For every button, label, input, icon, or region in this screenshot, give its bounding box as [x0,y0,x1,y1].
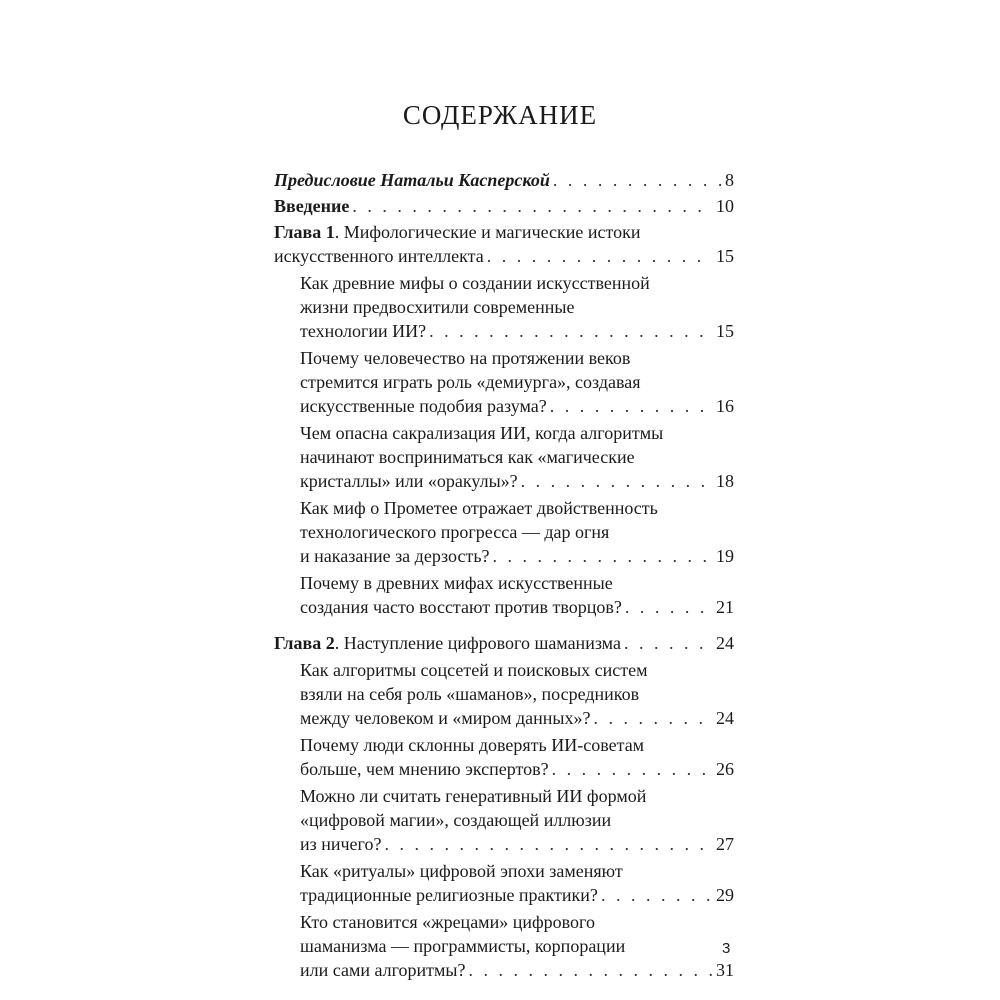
entry-page: 24 [716,708,734,728]
toc-entry-introduction [274,194,734,218]
dot-leader [550,394,713,418]
entry-line: Как «ритуалы» цифровой эпохи заменяют [300,861,623,881]
toc-subentry [274,571,734,619]
entry-line: Почему люди склонны доверять ИИ-советам [300,735,645,755]
entry-line: Можно ли считать генеративный ИИ формой [300,786,647,806]
entry-line: взяли на себя роль «шаманов», посредников [300,684,640,704]
entry-page: 15 [716,321,734,341]
dot-leader [493,544,713,568]
entry-line: стремится играть роль «демиурга», создавая [300,372,641,392]
entry-line: начинают восприниматься как «магические [300,447,635,467]
entry-line-last: создания часто восстают против творцов? [300,597,622,617]
entry-title: Введение [274,196,350,216]
toc-subentry [274,910,734,982]
entry-line-last: и наказание за дерзость? [300,546,490,566]
entry-page: 19 [716,546,734,566]
entry-line: Чем опасна сакрализация ИИ, когда алгоритмы [300,423,664,443]
chapter-label: Глава 2 [274,633,335,653]
toc-subentry [274,733,734,781]
entry-line: Как миф о Прометее отражает двойственность [300,498,658,518]
entry-page: 24 [716,633,734,653]
entry-page: 29 [716,885,734,905]
dot-leader [553,168,722,192]
entry-line-last: кристаллы» или «оракулы»? [300,471,518,491]
entry-page: 16 [716,396,734,416]
entry-line: жизни предвосхитили современные [300,297,575,317]
entry-line-last: или сами алгоритмы? [300,960,466,980]
page-title: СОДЕРЖАНИЕ [402,100,598,130]
entry-line-last: искусственного интеллекта [274,246,484,266]
entry-page: 15 [716,246,734,266]
entry-line: Как древние мифы о создании искусственной [300,273,650,293]
chapter-label: Глава 1 [274,222,335,242]
entry-page: 27 [716,834,734,854]
toc-subentry [274,496,734,568]
page-number: 3 [722,940,731,957]
dot-leader [429,319,713,343]
toc-subentry [274,346,734,418]
entry-page: 8 [725,170,734,190]
entry-line: Почему человечество на протяжении веков [300,348,631,368]
toc-subentry [274,271,734,343]
entry-title: Предисловие Натальи Касперской [274,170,550,190]
entry-line-last: искусственные подобия разума? [300,396,547,416]
dot-leader [487,244,713,268]
dot-leader [593,706,713,730]
entry-line-last: технологии ИИ? [300,321,427,341]
toc-subentry [274,784,734,856]
entry-page: 26 [716,759,734,779]
dot-leader [552,757,713,781]
entry-page: 21 [716,597,734,617]
toc-entry-preface [274,168,734,192]
toc-subentry [274,421,734,493]
entry-line: Почему в древних мифах искусственные [300,573,613,593]
dot-leader [624,631,713,655]
entry-line: Как алгоритмы соцсетей и поисковых систем [300,660,648,680]
dot-leader [601,883,713,907]
entry-page: 18 [716,471,734,491]
entry-line: «цифровой магии», создающей иллюзии [300,810,612,830]
dot-leader [521,469,713,493]
entry-line: технологического прогресса — дар огня [300,522,610,542]
entry-line-last: между человеком и «миром данных»? [300,708,591,728]
toc-subentry [274,859,734,907]
toc-entry-chapter-2 [274,631,734,655]
entry-page: 31 [716,960,734,980]
entry-line-last: традиционные религиозные практики? [300,885,598,905]
toc-entry-chapter-1 [274,220,734,268]
entry-line-last: больше, чем мнению экспертов? [300,759,549,779]
entry-page: 10 [716,196,734,216]
dot-leader [469,958,713,982]
entry-line: Кто становится «жрецами» цифрового [300,912,595,932]
entry-line: . Мифологические и магические истоки [334,222,641,242]
dot-leader [625,595,713,619]
dot-leader [352,194,713,218]
entry-line-last: . Наступление цифрового шаманизма [334,633,621,653]
dot-leader [384,832,713,856]
toc-subentry [274,658,734,730]
entry-line: шаманизма — программисты, корпорации [300,936,626,956]
entry-line-last: из ничего? [300,834,382,854]
table-of-contents [274,168,734,984]
